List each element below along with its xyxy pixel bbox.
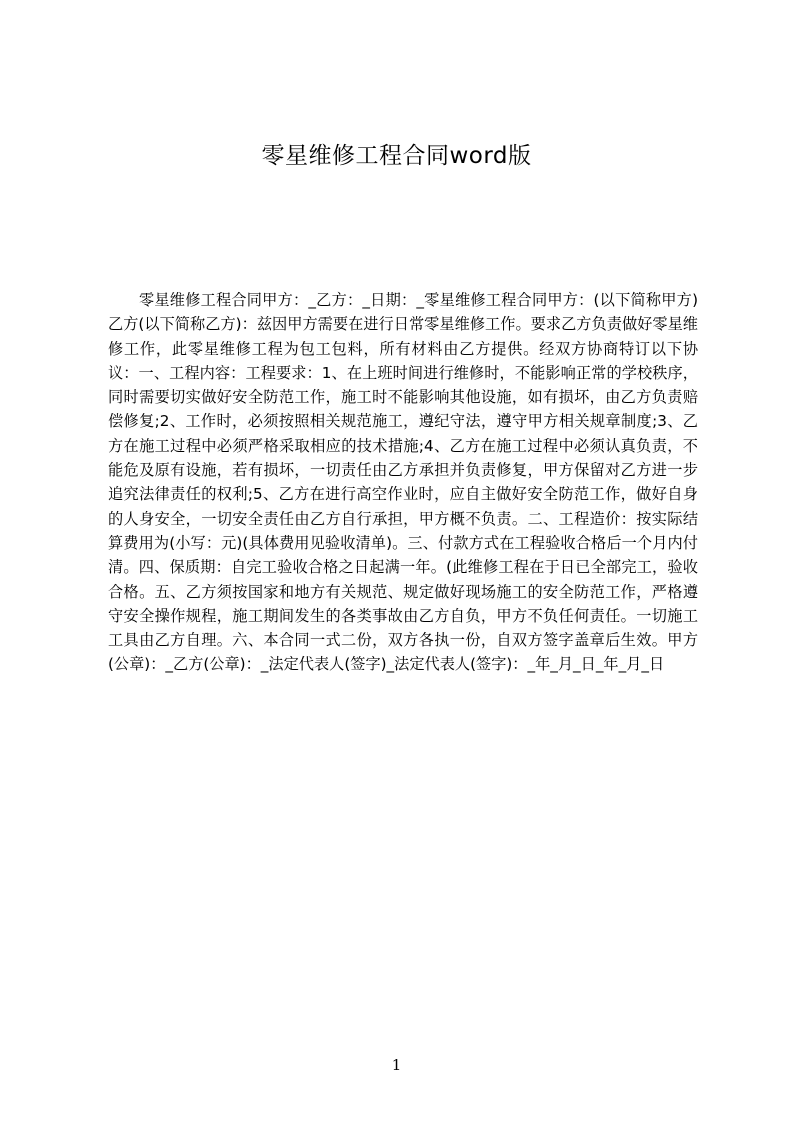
- document-title: 零星维修工程合同word版: [261, 143, 532, 169]
- document-body-paragraph: 零星维修工程合同甲方：_乙方：_日期：_零星维修工程合同甲方：(以下简称甲方)乙方(以下简称乙方)：兹因甲方需要在进行日常零星维修工作。要求乙方负责做好零星维修工作，此零星维修工程为包工包料，所有材料由乙方提供。经双方协商特订以下协议：一、工程内容：工程要求：1、在上班时间进行维修时，不能影响正常的学校秩序，同时需要切实做好安全防范工作，施工时不能影响其他设施，如有损坏，由乙方负责赔偿修复;2、工作时，必须按照相关规范施工，遵纪守法，遵守甲方相关规章制度;3、乙方在施工过程中必须严格采取相应的技术措施;4、乙方在施工过程中必须认真负责，不能危及原有设施，若有损坏，一切责任由乙方承担并负责修复，甲方保留对乙方进一步追究法律责任的权利;5、乙方在进行高空作业时，应自主做好安全防范工作，做好自身的人身安全，一切安全责任由乙方自行承担，甲方概不负责。二、工程造价：按实际结算费用为(小写：元)(具体费用见验收清单)。三、付款方式在工程验收合格后一个月内付清。四、保质期：自完工验收合格之日起满一年。(此维修工程在于日已全部完工，验收合格。五、乙方须按国家和地方有关规范、规定做好现场施工的安全防范工作，严格遵守安全操作规程，施工期间发生的各类事故由乙方自负，甲方不负任何责任。一切施工工具由乙方自理。六、本合同一式二份，双方各执一份，自双方签字盖章后生效。甲方(公章)：_乙方(公章)：_法定代表人(签字)_法定代表人(签字)：_年_月_日_年_月_日: [108, 291, 698, 674]
- page-number: 1: [391, 1056, 402, 1074]
